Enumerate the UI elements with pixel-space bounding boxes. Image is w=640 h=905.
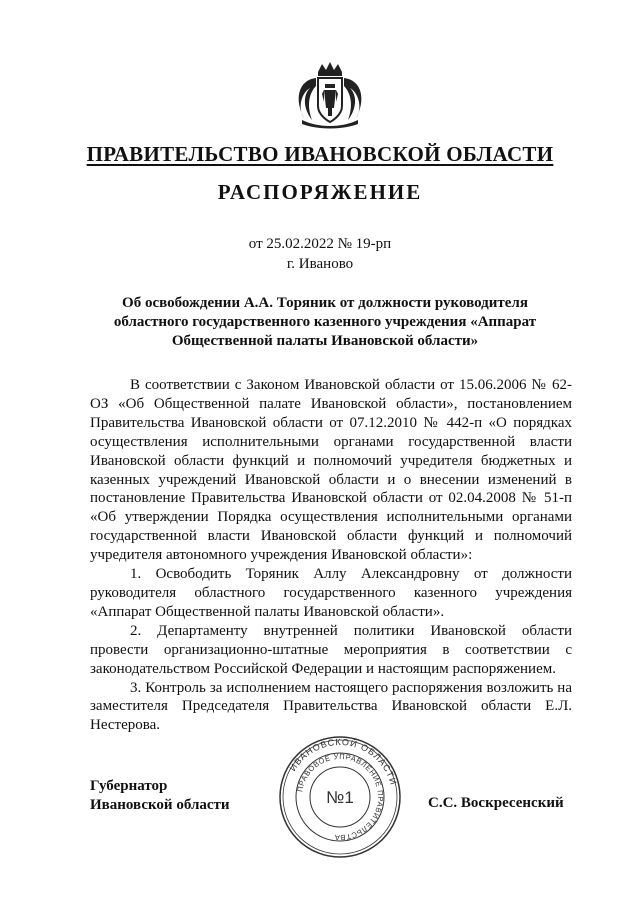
order-item-3: 3. Контроль за исполнением настоящего распоряжения возложить на заместителя Председателя Правительства Ивановской области Е.Л. Нестерова. — [90, 679, 572, 734]
document-city: г. Иваново — [286, 256, 354, 272]
document-title: Об освобождении А.А. Торяник от должности руководителя областного государственного казенного учреждения «Аппарат Общественной палаты Ивановской области» — [113, 295, 537, 349]
signatory-position — [90, 777, 230, 815]
document-type: РАСПОРЯЖЕНИЕ — [217, 180, 423, 204]
official-seal-stamp — [278, 735, 402, 859]
signatory-position-line2: Ивановской области — [90, 797, 230, 813]
document-body — [90, 376, 572, 735]
order-item-2: 2. Департаменту внутренней политики Ивановской области провести организационно-штатные мероприятия в соответствии с законодательством Российской Федерации и настоящим распоряжением. — [90, 622, 572, 677]
seal-outer-text: ИВАНОВСКОЙ ОБЛАСТИ — [287, 736, 399, 787]
order-item-1: 1. Освободить Торяник Аллу Александровну от должности руководителя областного государственного казенного учреждения «Аппарат Общественной палаты Ивановской области». — [90, 566, 572, 620]
ivanovo-coat-of-arms-icon — [288, 60, 372, 130]
seal-inner-text: ПРАВОВОЕ УПРАВЛЕНИЕ ПРАВИТЕЛЬСТВА — [295, 751, 386, 843]
seal-center-number: №1 — [326, 788, 354, 807]
document-date-number: от 25.02.2022 № 19-рп — [248, 236, 392, 252]
signatory-position-line1: Губернатор — [90, 778, 168, 794]
preamble-paragraph: В соответствии с Законом Ивановской области от 15.06.2006 № 62-ОЗ «Об Общественной палате Ивановской области», постановлением Правительства Ивановской области от 07.12.2010 № 442-п «О порядках осуществления исполнительными органами государственной власти Ивановской области функций и полномочий учредителя бюджетных и казенных учреждений Ивановской области и о внесении изменений в постановление Правительства Ивановской области от 02.04.2008 № 51-п «Об утверждении Порядка осуществления исполнительными органами государственной власти Ивановской области функций и полномочий учредителя автономного учреждения Ивановской области»: — [90, 377, 572, 564]
signatory-name: С.С. Воскресенский — [428, 795, 564, 811]
organization-name: ПРАВИТЕЛЬСТВО ИВАНОВСКОЙ ОБЛАСТИ — [86, 142, 554, 166]
